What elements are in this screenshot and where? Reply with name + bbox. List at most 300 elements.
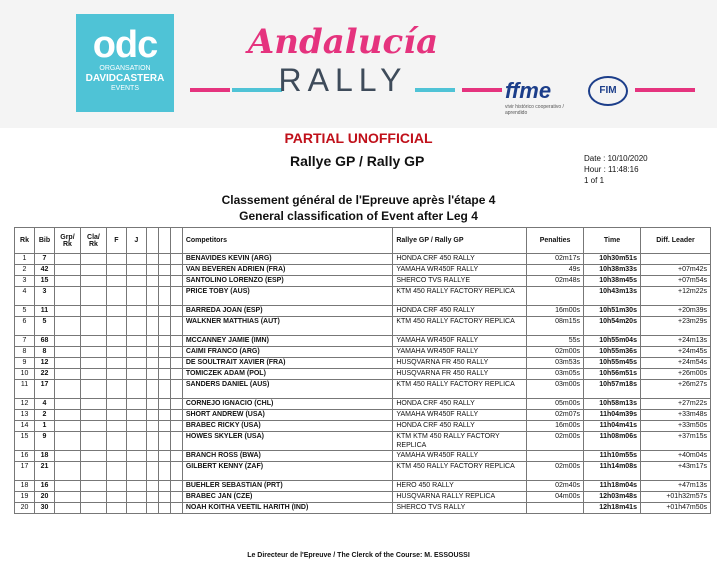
f-cell: [106, 462, 126, 481]
table-row: [15, 503, 711, 514]
diff-cell: +24m13s: [640, 336, 710, 347]
diff-cell: +37m15s: [640, 432, 710, 451]
bib-cell: 11: [34, 306, 54, 317]
diff-cell: +33m50s: [640, 421, 710, 432]
grp-cell: [54, 451, 80, 462]
rank-cell: 8: [15, 347, 35, 358]
blank-cell: [146, 399, 158, 410]
classification-heading: [0, 192, 717, 224]
rank-cell: 13: [15, 410, 35, 421]
competitor-cell: SANTOLINO LORENZO (ESP): [182, 276, 393, 287]
bib-cell: 20: [34, 492, 54, 503]
grp-cell: [54, 287, 80, 306]
j-cell: [126, 265, 146, 276]
competitor-cell: VAN BEVEREN ADRIEN (FRA): [182, 265, 393, 276]
col-rk: Rk: [15, 228, 35, 254]
rank-cell: 17: [15, 462, 35, 481]
j-cell: [126, 380, 146, 399]
table-row: [15, 380, 711, 399]
andalucia-rally-logo: [238, 22, 448, 98]
cla-cell: [80, 287, 106, 306]
blank-cell: [170, 492, 182, 503]
competitor-cell: CORNEJO IGNACIO (CHL): [182, 399, 393, 410]
cla-cell: [80, 451, 106, 462]
col-cla: Cla/ Rk: [80, 228, 106, 254]
blank-cell: [158, 451, 170, 462]
col-time: Time: [584, 228, 641, 254]
f-cell: [106, 399, 126, 410]
bib-cell: 9: [34, 432, 54, 451]
blank-cell: [146, 306, 158, 317]
penalty-cell: 16m00s: [527, 421, 584, 432]
diff-cell: +26m27s: [640, 380, 710, 399]
rank-cell: 18: [15, 481, 35, 492]
grp-cell: [54, 481, 80, 492]
diff-cell: +40m04s: [640, 451, 710, 462]
pink-bar-right: [462, 88, 502, 92]
j-cell: [126, 503, 146, 514]
cla-cell: [80, 462, 106, 481]
blank-cell: [170, 306, 182, 317]
blank-cell: [158, 399, 170, 410]
classification-en: General classification of Event after Leg 4: [239, 209, 478, 223]
j-cell: [126, 481, 146, 492]
j-cell: [126, 276, 146, 287]
bib-cell: 30: [34, 503, 54, 514]
diff-cell: +24m54s: [640, 358, 710, 369]
rank-cell: 15: [15, 432, 35, 451]
blank-cell: [158, 380, 170, 399]
col-penalties: Penalties: [527, 228, 584, 254]
time-cell: 10h56m51s: [584, 369, 641, 380]
diff-cell: +24m45s: [640, 347, 710, 358]
rank-cell: 2: [15, 265, 35, 276]
j-cell: [126, 421, 146, 432]
j-cell: [126, 358, 146, 369]
pink-bar-far-right: [635, 88, 695, 92]
grp-cell: [54, 369, 80, 380]
vehicle-cell: HONDA CRF 450 RALLY: [393, 306, 527, 317]
blank-cell: [158, 254, 170, 265]
diff-cell: [640, 254, 710, 265]
vehicle-cell: HONDA CRF 450 RALLY: [393, 399, 527, 410]
j-cell: [126, 336, 146, 347]
time-cell: 10h38m33s: [584, 265, 641, 276]
competitor-cell: TOMICZEK ADAM (POL): [182, 369, 393, 380]
time-cell: 11h18m04s: [584, 481, 641, 492]
blank-cell: [170, 336, 182, 347]
bib-cell: 17: [34, 380, 54, 399]
j-cell: [126, 317, 146, 336]
grp-cell: [54, 265, 80, 276]
vehicle-cell: YAMAHA WR450F RALLY: [393, 451, 527, 462]
penalty-cell: 02m00s: [527, 432, 584, 451]
penalty-cell: 05m00s: [527, 399, 584, 410]
cla-cell: [80, 369, 106, 380]
rally-title: Rallye GP / Rally GP: [290, 153, 425, 169]
vehicle-cell: YAMAHA WR450F RALLY: [393, 265, 527, 276]
table-row: [15, 369, 711, 380]
grp-cell: [54, 317, 80, 336]
penalty-cell: 02m00s: [527, 462, 584, 481]
competitor-cell: NOAH KOITHA VEETIL HARITH (IND): [182, 503, 393, 514]
vehicle-cell: YAMAHA WR450F RALLY: [393, 336, 527, 347]
col-grp: Grp/ Rk: [54, 228, 80, 254]
andalucia-script: Andalucía: [247, 22, 439, 62]
blank-cell: [146, 317, 158, 336]
grp-cell: [54, 306, 80, 317]
rank-cell: 11: [15, 380, 35, 399]
competitor-cell: BENAVIDES KEVIN (ARG): [182, 254, 393, 265]
blank-cell: [170, 369, 182, 380]
blank-cell: [146, 287, 158, 306]
penalty-cell: 49s: [527, 265, 584, 276]
penalty-cell: 03m05s: [527, 369, 584, 380]
blank-cell: [146, 481, 158, 492]
diff-cell: +23m29s: [640, 317, 710, 336]
cla-cell: [80, 503, 106, 514]
diff-cell: +26m00s: [640, 369, 710, 380]
blank-cell: [158, 336, 170, 347]
bib-cell: 68: [34, 336, 54, 347]
time-cell: 12h18m41s: [584, 503, 641, 514]
blank-cell: [170, 358, 182, 369]
blank-cell: [146, 380, 158, 399]
vehicle-cell: KTM 450 RALLY FACTORY REPLICA: [393, 380, 527, 399]
rank-cell: 10: [15, 369, 35, 380]
vehicle-cell: KTM 450 RALLY FACTORY REPLICA: [393, 317, 527, 336]
f-cell: [106, 380, 126, 399]
cyan-bar-right: [415, 88, 455, 92]
time-cell: 11h08m06s: [584, 432, 641, 451]
odc-logo-line1: ORGANSATION: [99, 65, 151, 72]
col-j: J: [126, 228, 146, 254]
diff-cell: +33m48s: [640, 410, 710, 421]
blank-cell: [158, 317, 170, 336]
footer-signature: Le Directeur de l'Epreuve / The Clerck of the Course: M. ESSOUSSI: [247, 552, 470, 559]
grp-cell: [54, 276, 80, 287]
blank-cell: [170, 287, 182, 306]
grp-cell: [54, 380, 80, 399]
vehicle-cell: KTM 450 RALLY FACTORY REPLICA: [393, 287, 527, 306]
time-cell: 10h55m45s: [584, 358, 641, 369]
time-cell: 11h14m08s: [584, 462, 641, 481]
competitor-cell: BRABEC RICKY (USA): [182, 421, 393, 432]
bib-cell: 21: [34, 462, 54, 481]
penalty-cell: 16m00s: [527, 306, 584, 317]
f-cell: [106, 503, 126, 514]
competitor-cell: HOWES SKYLER (USA): [182, 432, 393, 451]
diff-cell: +07m54s: [640, 276, 710, 287]
vehicle-cell: YAMAHA WR450F RALLY: [393, 410, 527, 421]
blank-cell: [146, 451, 158, 462]
blank-cell: [158, 432, 170, 451]
col-blank: [146, 228, 158, 254]
table-row: [15, 254, 711, 265]
grp-cell: [54, 410, 80, 421]
table-row: [15, 432, 711, 451]
j-cell: [126, 369, 146, 380]
penalty-cell: 55s: [527, 336, 584, 347]
competitor-cell: WALKNER MATTHIAS (AUT): [182, 317, 393, 336]
rank-cell: 19: [15, 492, 35, 503]
table-row: [15, 336, 711, 347]
bib-cell: 7: [34, 254, 54, 265]
cla-cell: [80, 317, 106, 336]
j-cell: [126, 451, 146, 462]
blank-cell: [170, 421, 182, 432]
penalty-cell: 02m48s: [527, 276, 584, 287]
time-cell: 10h30m51s: [584, 254, 641, 265]
table-header-row: [15, 228, 711, 254]
blank-cell: [146, 410, 158, 421]
cla-cell: [80, 336, 106, 347]
bib-cell: 1: [34, 421, 54, 432]
blank-cell: [170, 399, 182, 410]
f-cell: [106, 265, 126, 276]
blank-cell: [158, 276, 170, 287]
table-row: [15, 347, 711, 358]
cla-cell: [80, 265, 106, 276]
penalty-cell: [527, 287, 584, 306]
blank-cell: [158, 287, 170, 306]
ffm-logo-text: ffme: [505, 78, 552, 103]
competitor-cell: BRABEC JAN (CZE): [182, 492, 393, 503]
col-diff: Diff. Leader: [640, 228, 710, 254]
blank-cell: [146, 276, 158, 287]
blank-cell: [146, 462, 158, 481]
ffm-logo-subtitle: vivir histórico cooperativo / aprendido: [505, 104, 564, 116]
f-cell: [106, 347, 126, 358]
cla-cell: [80, 399, 106, 410]
blank-cell: [170, 317, 182, 336]
competitor-cell: BUEHLER SEBASTIAN (PRT): [182, 481, 393, 492]
time-cell: 10h43m13s: [584, 287, 641, 306]
vehicle-cell: KTM 450 RALLY FACTORY REPLICA: [393, 462, 527, 481]
time-cell: 12h03m48s: [584, 492, 641, 503]
blank-cell: [170, 347, 182, 358]
table-row: [15, 317, 711, 336]
rank-cell: 6: [15, 317, 35, 336]
table-row: [15, 306, 711, 317]
blank-cell: [158, 347, 170, 358]
vehicle-cell: HUSQVARNA FR 450 RALLY: [393, 369, 527, 380]
grp-cell: [54, 421, 80, 432]
blank-cell: [146, 432, 158, 451]
time-cell: 10h58m13s: [584, 399, 641, 410]
blank-cell: [146, 492, 158, 503]
table-row: [15, 492, 711, 503]
f-cell: [106, 336, 126, 347]
penalty-cell: 03m00s: [527, 380, 584, 399]
table-row: [15, 410, 711, 421]
penalty-cell: 03m53s: [527, 358, 584, 369]
blank-cell: [158, 462, 170, 481]
vehicle-cell: HERO 450 RALLY: [393, 481, 527, 492]
blank-cell: [158, 421, 170, 432]
vehicle-cell: SHERCO TVS RALLY: [393, 503, 527, 514]
diff-cell: +43m17s: [640, 462, 710, 481]
rank-cell: 4: [15, 287, 35, 306]
penalty-cell: 02m07s: [527, 410, 584, 421]
vehicle-cell: HUSQVARNA FR 450 RALLY: [393, 358, 527, 369]
blank-cell: [170, 462, 182, 481]
rank-cell: 14: [15, 421, 35, 432]
penalty-cell: 08m15s: [527, 317, 584, 336]
meta-block: [584, 153, 648, 186]
cla-cell: [80, 421, 106, 432]
cla-cell: [80, 380, 106, 399]
f-cell: [106, 287, 126, 306]
cla-cell: [80, 481, 106, 492]
blank-cell: [158, 358, 170, 369]
time-cell: 10h55m36s: [584, 347, 641, 358]
col-blank: [170, 228, 182, 254]
header-banner: [0, 0, 717, 128]
table-row: [15, 451, 711, 462]
blank-cell: [146, 265, 158, 276]
rank-cell: 16: [15, 451, 35, 462]
grp-cell: [54, 462, 80, 481]
vehicle-cell: KTM KTM 450 RALLY FACTORY REPLICA: [393, 432, 527, 451]
blank-cell: [170, 410, 182, 421]
cla-cell: [80, 347, 106, 358]
blank-cell: [146, 503, 158, 514]
blank-cell: [158, 481, 170, 492]
grp-cell: [54, 358, 80, 369]
f-cell: [106, 410, 126, 421]
time-cell: 10h57m18s: [584, 380, 641, 399]
table-row: [15, 462, 711, 481]
col-blank: [158, 228, 170, 254]
rank-cell: 7: [15, 336, 35, 347]
pink-bar-left: [190, 88, 230, 92]
f-cell: [106, 369, 126, 380]
vehicle-cell: HUSQVARNA RALLY REPLICA: [393, 492, 527, 503]
j-cell: [126, 462, 146, 481]
competitor-cell: GILBERT KENNY (ZAF): [182, 462, 393, 481]
competitor-cell: BARREDA JOAN (ESP): [182, 306, 393, 317]
table-row: [15, 358, 711, 369]
grp-cell: [54, 399, 80, 410]
blank-cell: [158, 369, 170, 380]
bib-cell: 22: [34, 369, 54, 380]
time-cell: 10h38m45s: [584, 276, 641, 287]
odc-logo-mark: odc: [92, 24, 158, 66]
penalty-cell: [527, 503, 584, 514]
blank-cell: [170, 432, 182, 451]
j-cell: [126, 432, 146, 451]
diff-cell: +01h47m50s: [640, 503, 710, 514]
odc-logo-line2: DAVIDCASTERA: [85, 73, 165, 84]
blank-cell: [158, 503, 170, 514]
table-row: [15, 421, 711, 432]
cla-cell: [80, 306, 106, 317]
f-cell: [106, 432, 126, 451]
cla-cell: [80, 410, 106, 421]
blank-cell: [146, 358, 158, 369]
grp-cell: [54, 492, 80, 503]
bib-cell: 18: [34, 451, 54, 462]
time-cell: 10h55m04s: [584, 336, 641, 347]
blank-cell: [170, 481, 182, 492]
odc-logo-line3: EVENTS: [110, 85, 139, 92]
blank-cell: [170, 451, 182, 462]
bib-cell: 15: [34, 276, 54, 287]
rank-cell: 12: [15, 399, 35, 410]
diff-cell: +01h32m57s: [640, 492, 710, 503]
penalty-cell: 04m00s: [527, 492, 584, 503]
f-cell: [106, 358, 126, 369]
cla-cell: [80, 432, 106, 451]
col-vehicle: Rallye GP / Rally GP: [393, 228, 527, 254]
blank-cell: [158, 492, 170, 503]
f-cell: [106, 317, 126, 336]
competitor-cell: PRICE TOBY (AUS): [182, 287, 393, 306]
rally-word: RALLY: [278, 62, 408, 98]
bib-cell: 8: [34, 347, 54, 358]
cla-cell: [80, 276, 106, 287]
blank-cell: [146, 254, 158, 265]
table-row: [15, 287, 711, 306]
blank-cell: [158, 410, 170, 421]
competitor-cell: DE SOULTRAIT XAVIER (FRA): [182, 358, 393, 369]
grp-cell: [54, 503, 80, 514]
grp-cell: [54, 347, 80, 358]
competitor-cell: SHORT ANDREW (USA): [182, 410, 393, 421]
blank-cell: [146, 421, 158, 432]
f-cell: [106, 451, 126, 462]
f-cell: [106, 481, 126, 492]
j-cell: [126, 347, 146, 358]
j-cell: [126, 492, 146, 503]
diff-cell: +07m42s: [640, 265, 710, 276]
time-cell: 10h54m20s: [584, 317, 641, 336]
bib-cell: 2: [34, 410, 54, 421]
meta-hour: Hour : 11:48:16: [584, 165, 639, 174]
odc-logo: [76, 14, 174, 112]
col-bib: Bib: [34, 228, 54, 254]
rank-cell: 9: [15, 358, 35, 369]
f-cell: [106, 276, 126, 287]
vehicle-cell: HONDA CRF 450 RALLY: [393, 254, 527, 265]
blank-cell: [158, 306, 170, 317]
fim-logo: FIM: [588, 76, 628, 106]
j-cell: [126, 306, 146, 317]
bib-cell: 4: [34, 399, 54, 410]
vehicle-cell: HONDA CRF 450 RALLY: [393, 421, 527, 432]
blank-cell: [146, 347, 158, 358]
penalty-cell: [527, 451, 584, 462]
rank-cell: 3: [15, 276, 35, 287]
vehicle-cell: SHERCO TVS RALLYE: [393, 276, 527, 287]
cla-cell: [80, 254, 106, 265]
meta-page: 1 of 1: [584, 176, 605, 185]
grp-cell: [54, 254, 80, 265]
status-label: PARTIAL UNOFFICIAL: [284, 130, 433, 146]
classification-fr: Classement général de l'Epreuve après l'étape 4: [221, 193, 496, 207]
j-cell: [126, 410, 146, 421]
time-cell: 11h04m41s: [584, 421, 641, 432]
j-cell: [126, 287, 146, 306]
blank-cell: [170, 503, 182, 514]
bib-cell: 42: [34, 265, 54, 276]
meta-date: Date : 10/10/2020: [584, 154, 648, 163]
f-cell: [106, 421, 126, 432]
f-cell: [106, 306, 126, 317]
grp-cell: [54, 336, 80, 347]
grp-cell: [54, 432, 80, 451]
